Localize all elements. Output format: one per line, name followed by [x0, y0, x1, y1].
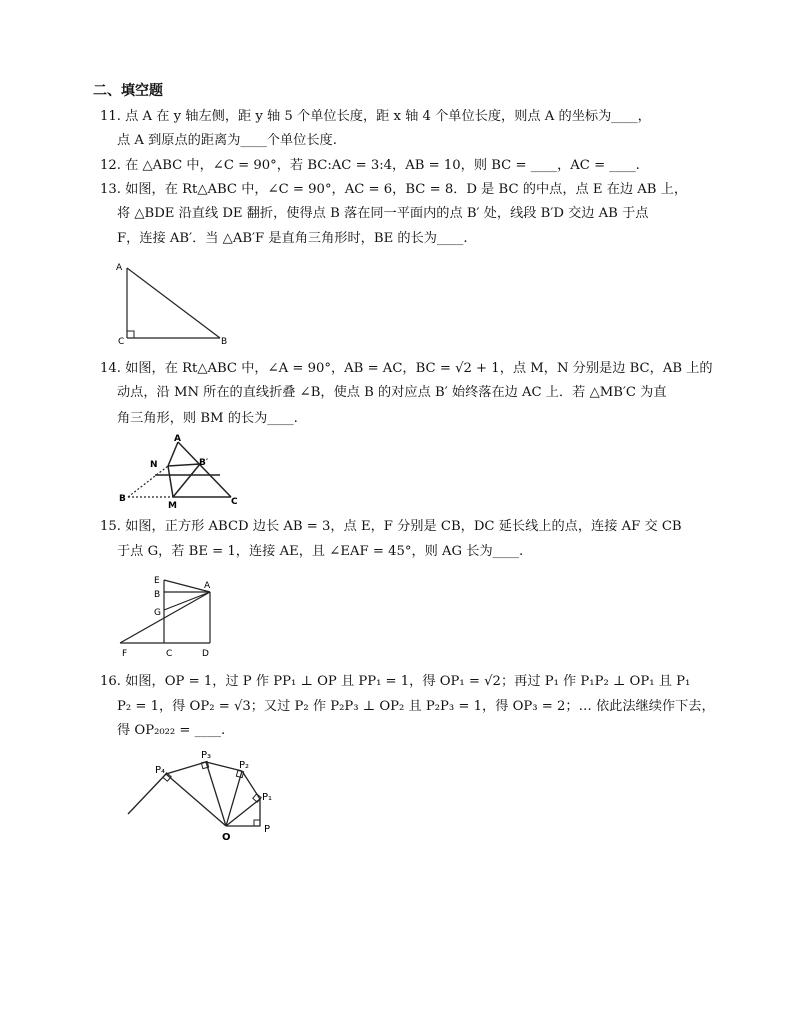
q15-label-d: D — [202, 649, 209, 659]
q15-line-1: 15. 如图，正方形 ABCD 边长 AB = 3，点 E，F 分别是 CB，DC 延长线上的点，连接 AF 交 CB — [100, 519, 682, 534]
q16-label-p2: P₂ — [239, 760, 250, 771]
q15-label-e: E — [154, 576, 160, 586]
q14-label-n: N — [150, 460, 158, 470]
q13-label-b: B — [221, 337, 228, 347]
section-title: 二、填空题 — [93, 83, 163, 99]
q16-label-p: P — [264, 824, 271, 835]
q14-label-a: A — [174, 434, 181, 444]
q13-line-1: 13. 如图，在 Rt△ABC 中，∠C = 90°，AC = 6，BC = 8．D 是 BC 的中点，点 E 在边 AB 上， — [100, 182, 688, 197]
q13-label-c: C — [118, 337, 125, 347]
q14-label-c: C — [231, 497, 238, 507]
q11-line-1: 11. 点 A 在 y 轴左侧，距 y 轴 5 个单位长度，距 x 轴 4 个单位长度，则点 A 的坐标为____， — [100, 109, 651, 124]
q15-figure — [112, 572, 222, 660]
q14-line-2: 动点，沿 MN 所在的直线折叠 ∠B，使点 B 的对应点 B′ 始终落在边 AC 上．若 △MB′C 为直 — [117, 385, 667, 400]
q16-label-p3: P₃ — [201, 750, 212, 761]
q14-line-3: 角三角形，则 BM 的长为____. — [117, 411, 298, 426]
q13-line-2: 将 △BDE 沿直线 DE 翻折，使得点 B 落在同一平面内的点 B′ 处，线段 B′D 交边 AB 于点 — [117, 206, 649, 221]
q15-label-g: G — [154, 608, 161, 618]
q16-line-3: 得 OP₂₀₂₂ = ____. — [117, 723, 226, 738]
q15-label-f: F — [122, 649, 128, 659]
q15-label-c: C — [166, 649, 173, 659]
q14-line-1: 14. 如图，在 Rt△ABC 中，∠A = 90°，AB = AC，BC = √2 + 1，点 M，N 分别是边 BC，AB 上的 — [100, 361, 713, 376]
q16-label-p4: P₄ — [155, 765, 166, 776]
q14-label-m: M — [168, 501, 177, 510]
q13-line-3: F，连接 AB′．当 △AB′F 是直角三角形时，BE 的长为____. — [117, 231, 468, 246]
q11-line-2: 点 A 到原点的距离为____个单位长度. — [117, 133, 337, 148]
q15-label-b: B — [154, 590, 161, 600]
q14-figure — [113, 432, 245, 510]
q13-figure — [112, 258, 237, 348]
q16-label-o: O — [222, 832, 231, 843]
q16-line-1: 16. 如图，OP = 1，过 P 作 PP₁ ⊥ OP 且 PP₁ = 1，得 OP₁ = √2；再过 P₁ 作 P₁P₂ ⊥ OP₁ 且 P₁ — [100, 674, 691, 689]
q16-figure — [118, 744, 288, 846]
q16-line-2: P₂ = 1，得 OP₂ = √3；又过 P₂ 作 P₂P₃ ⊥ OP₂ 且 P₂P₃ = 1，得 OP₃ = 2；… 依此法继续作下去， — [117, 699, 715, 714]
q15-label-a: A — [204, 581, 211, 591]
q14-label-b: B — [119, 494, 126, 504]
q15-line-2: 于点 G，若 BE = 1，连接 AE，且 ∠EAF = 45°，则 AG 长为____. — [117, 544, 524, 559]
q14-label-b-prime: B′ — [199, 458, 209, 468]
q12-line-1: 12. 在 △ABC 中，∠C = 90°，若 BC:AC = 3:4，AB = 10，则 BC = ____，AC = ____. — [100, 158, 640, 173]
q13-label-a: A — [116, 263, 123, 273]
q16-label-p1: P₁ — [262, 792, 273, 803]
